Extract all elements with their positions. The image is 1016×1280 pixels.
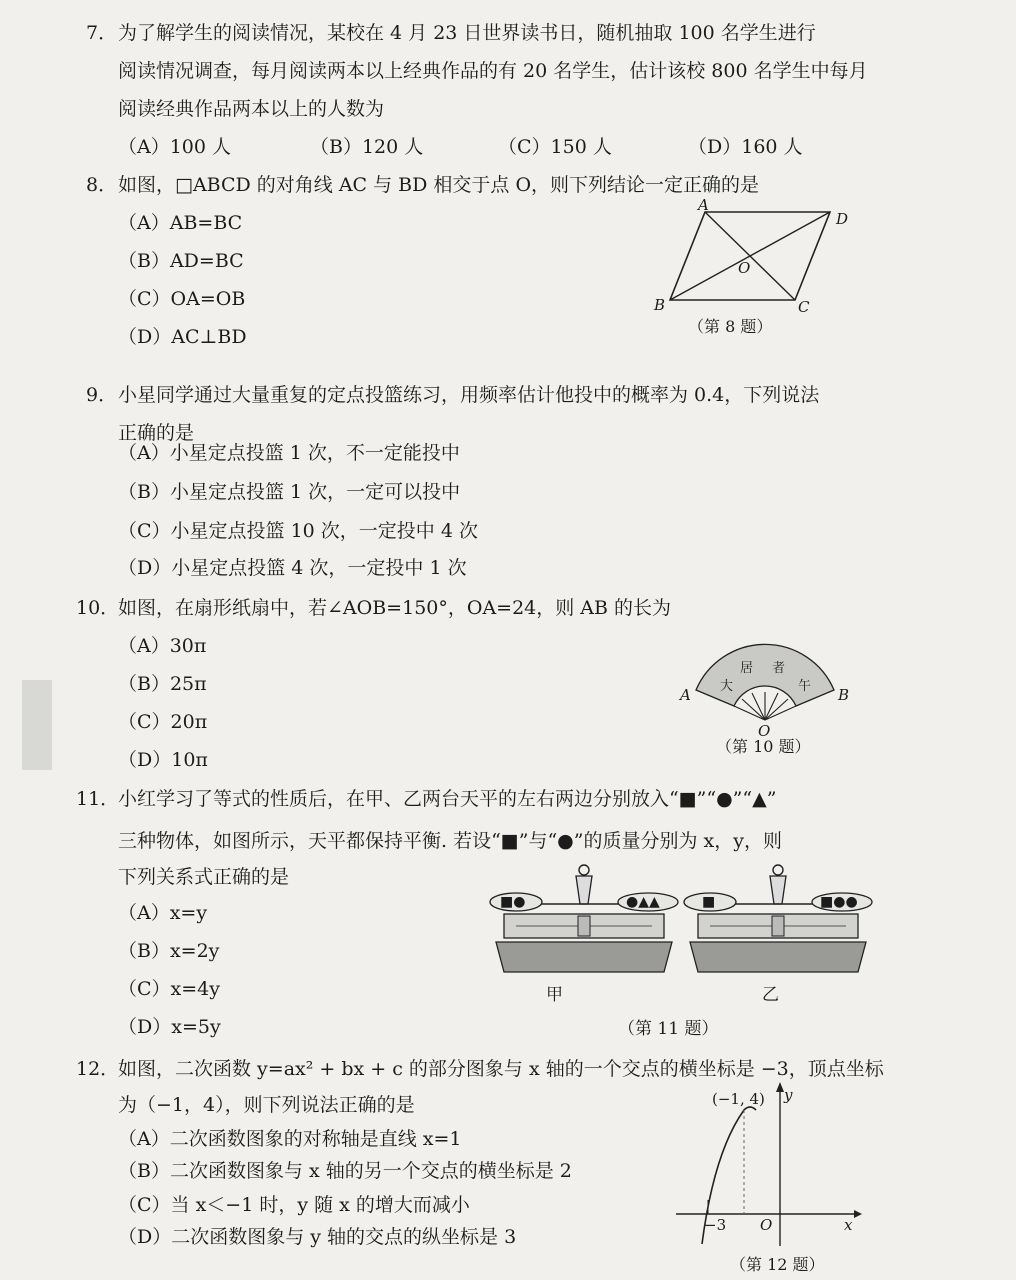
q12-option-b[interactable]: （B）二次函数图象与 x 轴的另一个交点的横坐标是 2 [118,1160,572,1182]
q12-option-d[interactable]: （D）二次函数图象与 y 轴的交点的纵坐标是 3 [118,1226,517,1248]
q11-line3: 下列关系式正确的是 [118,866,290,888]
yi-left-objects: ■ [702,894,716,910]
diagonal-bd [670,212,830,300]
q10-caption: （第 10 题） [716,737,811,756]
q10-stem: 如图，在扇形纸扇中，若∠AOB=150°，OA=24，则 AB 的长为 [118,597,672,619]
label-c: C [798,298,810,316]
q11-caption: （第 11 题） [618,1019,719,1039]
fan-char-3: 者 [772,661,786,676]
q9-line1: 小星同学通过大量重复的定点投篮练习，用频率估计他投中的概率为 0.4，下列说法 [118,384,820,406]
q9-option-a[interactable]: （A）小星定点投篮 1 次，不一定能投中 [118,442,460,464]
q10-number: 10． [76,597,120,619]
q12-caption: （第 12 题） [730,1255,825,1274]
q11-option-b[interactable]: （B）x=2y [118,940,220,962]
q11-option-d[interactable]: （D）x=5y [118,1016,221,1038]
balance-yi-label: 乙 [762,985,779,1005]
q11-option-a[interactable]: （A）x=y [118,902,208,924]
vertex-label: (−1, 4) [712,1090,765,1108]
q9-option-d[interactable]: （D）小星定点投篮 4 次，一定投中 1 次 [118,557,467,579]
root-label: −3 [704,1216,727,1234]
q11-number: 11． [76,788,120,810]
q8-option-a[interactable]: （A）AB=BC [118,212,243,234]
q8-caption: （第 8 题） [688,317,773,336]
q7-option-c[interactable]: （C）150 人 [498,136,612,158]
q8-parallelogram-figure [640,196,860,336]
balance-jia-label: 甲 [546,985,563,1005]
q7-line3: 阅读经典作品两本以上的人数为 [118,98,385,120]
q10-option-d[interactable]: （D）10π [118,749,208,771]
fan-label-o: O [758,722,771,740]
q12-line2: 为（−1，4），则下列说法正确的是 [118,1094,415,1116]
label-b: B [654,296,666,314]
q9-option-b[interactable]: （B）小星定点投篮 1 次，一定可以投中 [118,481,461,503]
q8-option-d[interactable]: （D）AC⊥BD [118,326,247,348]
yi-right-objects: ■●● [820,894,858,910]
q10-fan-figure [670,612,860,762]
fan-label-a: A [680,686,691,704]
fan-label-b: B [838,686,850,704]
q12-option-c[interactable]: （C）当 x＜−1 时，y 随 x 的增大而减小 [118,1194,470,1216]
label-o: O [738,259,751,277]
origin-label: O [760,1216,773,1234]
q11-line1: 小红学习了等式的性质后，在甲、乙两台天平的左右两边分别放入“■”“●”“▲” [118,788,777,810]
q7-line2: 阅读情况调查，每月阅读两本以上经典作品的有 20 名学生，估计该校 800 名学生中每月 [118,60,868,82]
balance-jia [486,862,682,984]
y-axis-label: y [784,1086,793,1104]
q9-option-c[interactable]: （C）小星定点投篮 10 次，一定投中 4 次 [118,520,478,542]
q7-option-d[interactable]: （D）160 人 [688,136,803,158]
q8-option-c[interactable]: （C）OA=OB [118,288,246,310]
q10-option-b[interactable]: （B）25π [118,673,207,695]
jia-left-objects: ■● [500,894,526,910]
q7-option-a[interactable]: （A）100 人 [118,136,232,158]
page-shadow [22,680,52,770]
q12-parabola-figure [670,1080,870,1275]
x-axis-label: x [844,1216,853,1234]
fan-char-1: 大 [720,679,734,694]
fan-char-4: 午 [798,679,812,694]
fan-char-2: 居 [740,661,754,676]
jia-right-objects: ●▲▲ [626,894,660,910]
label-a: A [698,196,709,214]
q9-number: 9． [86,384,118,406]
label-d: D [836,210,849,228]
q10-option-c[interactable]: （C）20π [118,711,208,733]
q9-line2: 正确的是 [118,422,195,444]
q10-option-a[interactable]: （A）30π [118,635,207,657]
q12-option-a[interactable]: （A）二次函数图象的对称轴是直线 x=1 [118,1128,462,1150]
q8-stem: 如图，□ABCD 的对角线 AC 与 BD 相交于点 O，则下列结论一定正确的是 [118,174,760,196]
q11-line2: 三种物体，如图所示，天平都保持平衡. 若设“■”与“●”的质量分别为 x，y，则 [118,830,782,852]
q7-option-b[interactable]: （B）120 人 [310,136,424,158]
q8-option-b[interactable]: （B）AD=BC [118,250,244,272]
q12-number: 12． [76,1058,120,1080]
q7-number: 7． [86,22,118,44]
balance-yi [680,862,876,984]
q12-line1: 如图，二次函数 y=ax² + bx + c 的部分图象与 x 轴的一个交点的横坐标是 −3，顶点坐标 [118,1058,884,1080]
q11-option-c[interactable]: （C）x=4y [118,978,220,1000]
q8-number: 8． [86,174,118,196]
q7-line1: 为了解学生的阅读情况，某校在 4 月 23 日世界读书日，随机抽取 100 名学生进行 [118,22,816,44]
